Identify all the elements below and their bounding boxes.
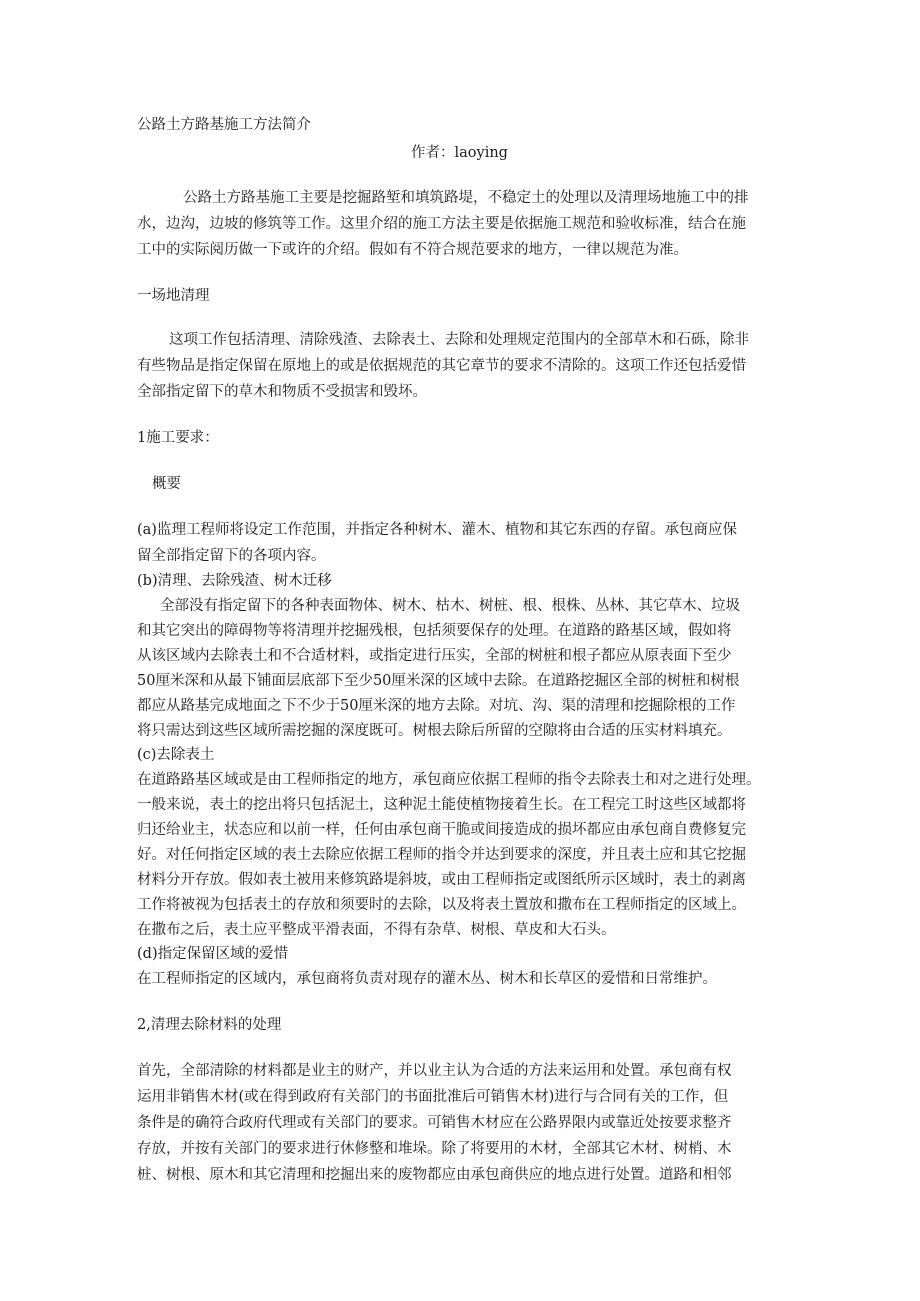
- item-line: 一般来说，表土的挖出将只包括泥土，这种泥土能使植物接着生长。在工程完工时这些区域都将: [137, 797, 746, 813]
- subsection-heading: 2,清理去除材料的处理: [137, 1017, 282, 1033]
- item-line: 从该区域内去除表土和不合适材料，或指定进行压实，全部的树桩和根子都应从原表面下至少: [137, 648, 732, 664]
- section-heading: 一场地清理: [137, 288, 210, 304]
- item-heading: (d)指定保留区域的爱惜: [137, 946, 289, 962]
- intro-line: 水，边沟，边坡的修筑等工作。这里介绍的施工方法主要是依据施工规范和验收标准，结合在施: [137, 216, 746, 232]
- item-line: (a)监理工程师将设定工作范围，并指定各种树木、灌木、植物和其它东西的存留。承包商应保: [137, 522, 737, 538]
- document-author: 作者：laoying: [411, 145, 508, 161]
- overview-label: 概要: [152, 476, 181, 492]
- paragraph-line: 桩、树根、原木和其它清理和挖掘出来的废物都应由承包商供应的地点进行处置。道路和相邻: [137, 1167, 732, 1183]
- item-line: 归还给业主，状态应和以前一样，任何由承包商干脆或间接造成的损坏都应由承包商自费修复完: [137, 822, 746, 838]
- paragraph-line: 存放，并按有关部门的要求进行休修整和堆垛。除了将要用的木材，全部其它木材、树梢、木: [137, 1141, 732, 1157]
- item-line: 留全部指定留下的各项内容。: [137, 548, 326, 564]
- paragraph-line: 运用非销售木材(或在得到政府有关部门的书面批准后可销售木材)进行与合同有关的工作，但: [137, 1089, 729, 1105]
- item-line: 将只需达到这些区域所需挖掘的深度既可。树根去除后所留的空隙将由合适的压实材料填充。: [137, 723, 732, 739]
- item-line: 好。对任何指定区域的表土去除应依据工程师的指令并达到要求的深度，并且表土应和其它挖掘: [137, 847, 746, 863]
- item-line: 在撒布之后，表土应平整成平滑表面，不得有杂草、树根、草皮和大石头。: [137, 922, 616, 938]
- subsection-heading: 1施工要求：: [137, 430, 219, 446]
- item-heading: (b)清理、去除残渣、树木迁移: [137, 573, 332, 589]
- paragraph-line: 全部指定留下的草木和物质不受损害和毁坏。: [137, 384, 427, 400]
- item-line: 材料分开存放。假如表土被用来修筑路堤斜坡，或由工程师指定或图纸所示区域时，表土的剥离: [137, 872, 746, 888]
- paragraph-line: 这项工作包括清理、清除残渣、去除表土、去除和处理规定范围内的全部草木和石砾，除非: [169, 332, 749, 348]
- item-heading: (c)去除表土: [137, 747, 215, 763]
- intro-line: 工中的实际阅历做一下或许的介绍。假如有不符合规范要求的地方，一律以规范为准。: [137, 242, 688, 258]
- item-line: 都应从路基完成地面之下不少于50厘米深的地方去除。对坑、沟、渠的清理和挖掘除根的工作: [137, 698, 736, 714]
- paragraph-line: 有些物品是指定保留在原地上的或是依据规范的其它章节的要求不清除的。这项工作还包括爱惜: [137, 358, 746, 374]
- item-line: 在工程师指定的区域内，承包商将负责对现存的灌木丛、树木和长草区的爱惜和日常维护。: [137, 971, 717, 987]
- document-title: 公路土方路基施工方法简介: [137, 117, 311, 133]
- item-line: 50厘米深和从最下铺面层底部下至少50厘米深的区域中去除。在道路挖掘区全部的树桩和树根: [137, 673, 740, 689]
- intro-line: 公路土方路基施工主要是挖掘路堑和填筑路堤，不稳定土的处理以及清理场地施工中的排: [183, 190, 749, 206]
- paragraph-line: 条件是的确符合政府代理或有关部门的要求。可销售木材应在公路界限内或靠近处按要求整齐: [137, 1115, 732, 1131]
- paragraph-line: 首先，全部清除的材料都是业主的财产，并以业主认为合适的方法来运用和处置。承包商有权: [137, 1063, 732, 1079]
- item-line: 工作将被视为包括表土的存放和须要时的去除，以及将表土置放和撒布在工程师指定的区域上。: [137, 897, 746, 913]
- item-line: 全部没有指定留下的各种表面物体、树木、枯木、树桩、根、根株、丛林、其它草木、垃圾: [160, 598, 740, 614]
- item-line: 在道路路基区域或是由工程师指定的地方，承包商应依据工程师的指令去除表土和对之进行处理。: [137, 772, 761, 788]
- item-line: 和其它突出的障碍物等将清理并挖掘残根，包括须要保存的处理。在道路的路基区域，假如将: [137, 623, 732, 639]
